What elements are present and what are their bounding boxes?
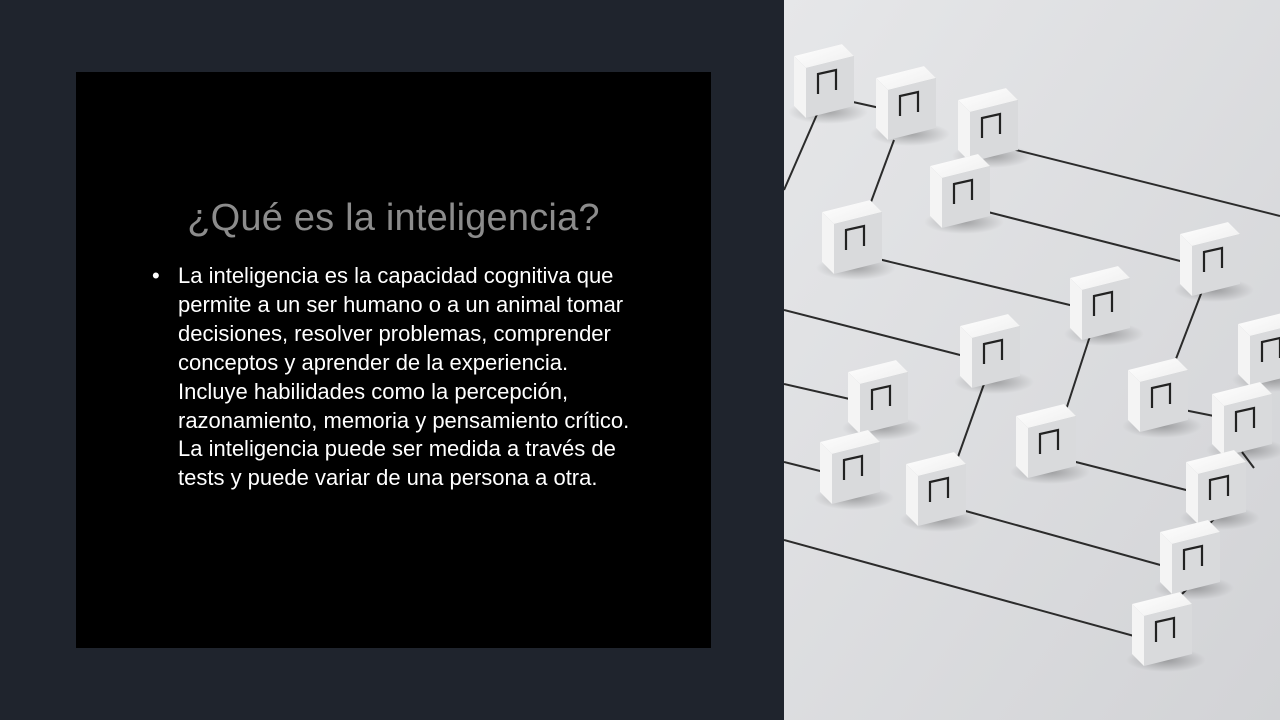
slide-title: ¿Qué es la inteligencia? [187,197,600,240]
maze-image-panel [784,0,1280,720]
bullet-dot-icon: • [152,263,160,288]
bullet-text: La inteligencia es la capacidad cognitiva que permite a un ser humano o a un animal tomar decisiones, resolver problemas, comprender conceptos y aprender de la experiencia. Incluye habilidades como la percepción, razonamiento, memoria y pensamiento crítico. La inteligencia puede ser medida a través de tests y puede variar de una persona a otra. [178,263,630,491]
bullet-list [150,262,640,493]
connected-cubes-maze-image [784,0,1280,720]
bullet-item [150,262,640,493]
